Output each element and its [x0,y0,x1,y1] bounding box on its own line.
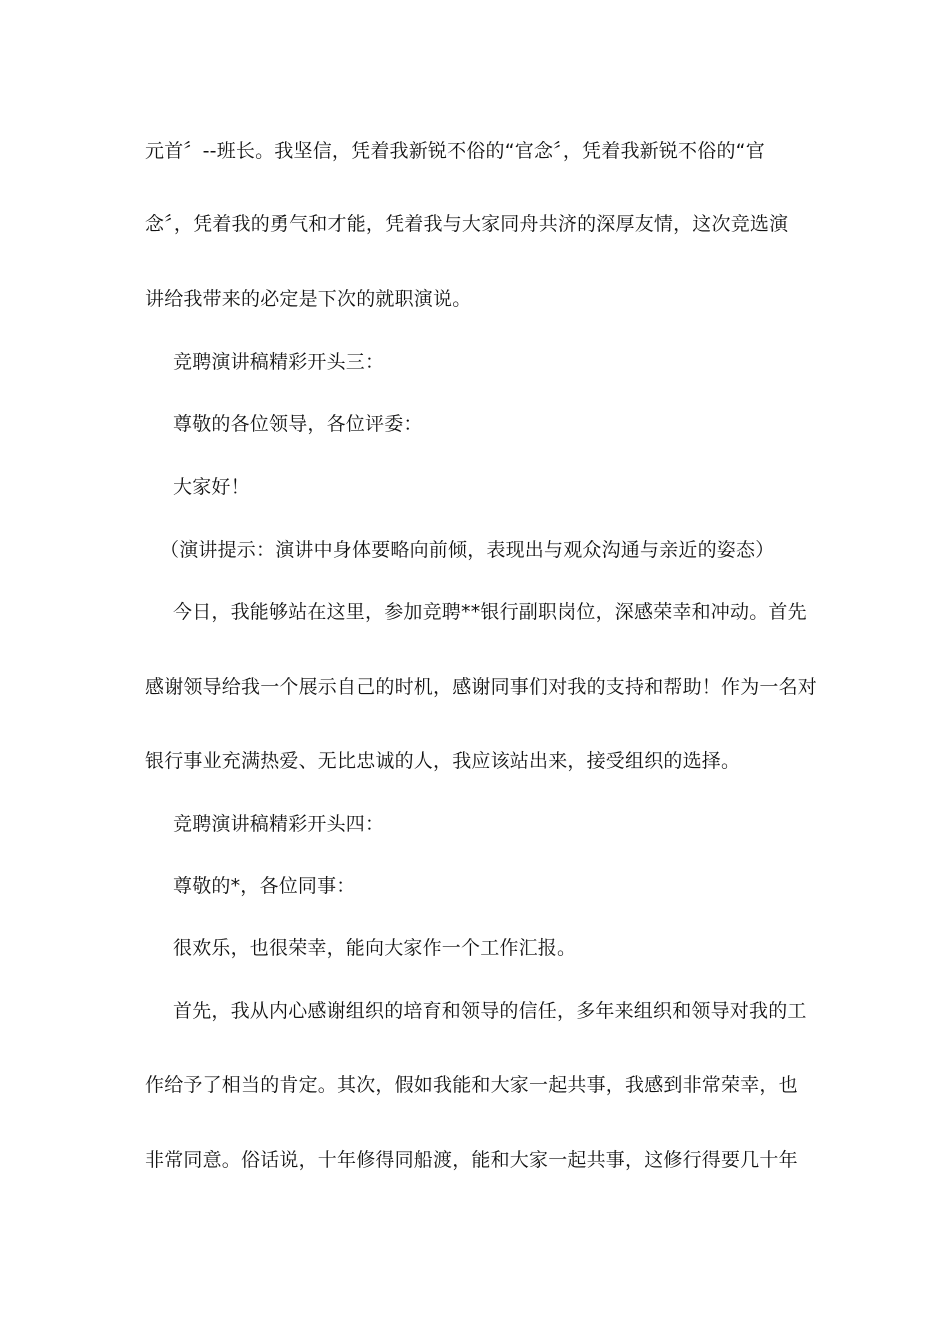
section-heading-4: 竞聘演讲稿精彩开头四： [173,813,385,835]
text-line-15: 作给予了相当的肯定。其次，假如我能和大家一起共事，我感到非常荣幸，也 [145,1074,798,1096]
section-heading-3: 竞聘演讲稿精彩开头三： [173,351,385,373]
speech-tip-line: （演讲提示：演讲中身体要略向前倾，表现出与观众沟通与亲近的姿态） [160,539,775,561]
text-line-10: 银行事业充满热爱、无比忠诚的人，我应该站出来，接受组织的选择。 [145,750,741,772]
salutation-line-2: 尊敬的*，各位同事： [173,875,356,897]
greeting-line: 大家好！ [173,476,250,498]
text-line-13: 很欢乐，也很荣幸，能向大家作一个工作汇报。 [173,937,577,959]
text-line-9: 感谢领导给我一个展示自己的时机，感谢同事们对我的支持和帮助！作为一名对 [145,676,818,698]
text-line-8: 今日，我能够站在这里，参加竞聘**银行副职岗位，深感荣幸和冲动。首先 [173,601,807,623]
text-line-2: 念〞，凭着我的勇气和才能，凭着我与大家同舟共济的深厚友情，这次竞选演 [145,213,789,235]
salutation-line: 尊敬的各位领导，各位评委： [173,413,423,435]
text-line-16: 非常同意。俗话说，十年修得同船渡，能和大家一起共事，这修行得要几十年 [145,1149,798,1171]
text-line-14: 首先，我从内心感谢组织的培育和领导的信任，多年来组织和领导对我的工 [173,1000,807,1022]
text-line-1: 元首〞--班长。我坚信，凭着我新锐不俗的“官念〞，凭着我新锐不俗的“官 [145,140,765,162]
text-line-3: 讲给我带来的必定是下次的就职演说。 [145,288,472,310]
